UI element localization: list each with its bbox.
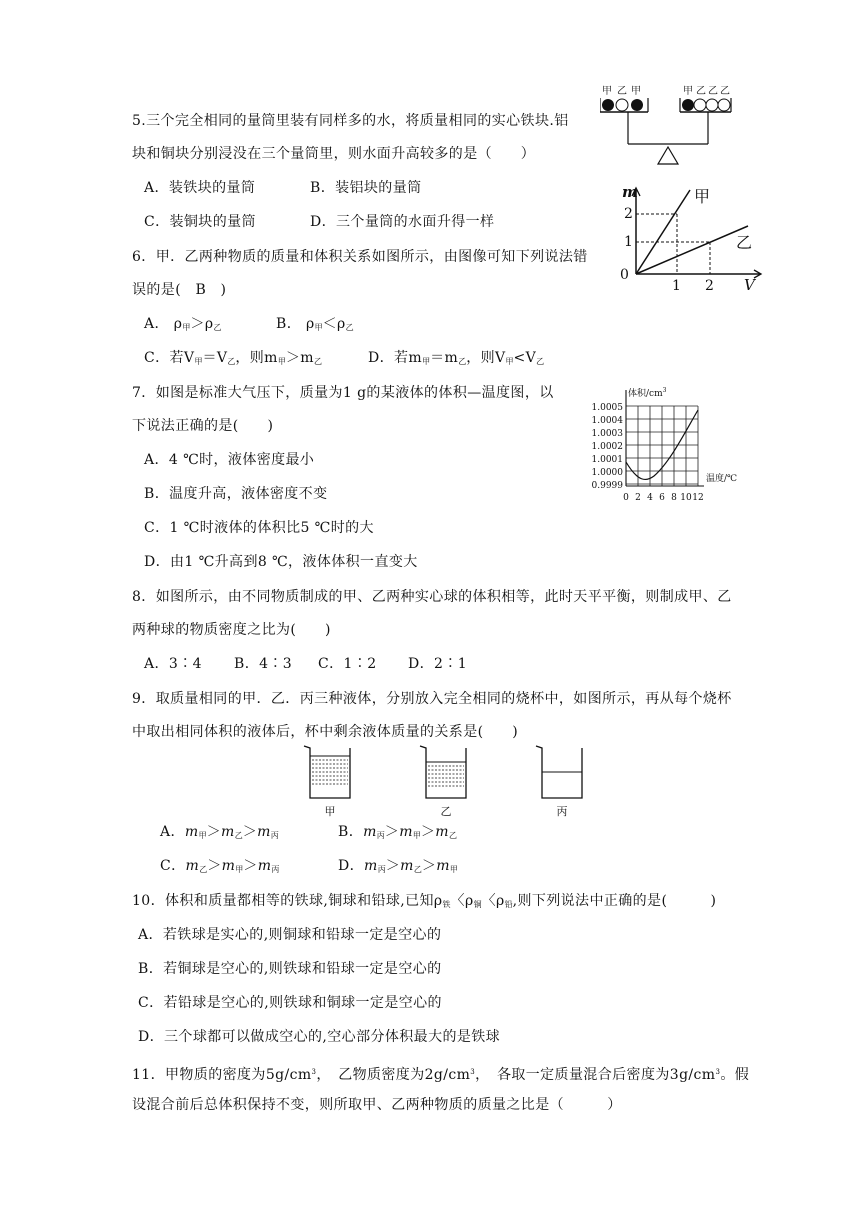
q6-option-d: D．若$m_甲=m_乙$，则$V_甲<V_乙$ [368, 350, 545, 366]
line-yi [636, 226, 748, 274]
q9-option-b: B．$m_丙>m_甲>m_乙$ [338, 824, 457, 840]
beaker-bing [536, 746, 582, 798]
q7-option-b: B．温度升高，液体密度不变 [144, 486, 328, 502]
q6-stem-line2: 误的是( B ) [132, 282, 227, 298]
ball-jia [682, 99, 694, 111]
q11-stem-line2: 设混合前后总体积保持不变，则所取甲、乙两种物质的质量之比是（ ） [132, 1097, 622, 1113]
q7-stem-line2: 下说法正确的是( ) [132, 418, 274, 434]
q8-option-d: D．2∶1 [408, 656, 468, 672]
q11-stem-line1: 11．甲物质的密度为$5g/cm^3$， 乙物质密度为$2g/cm^3$， 各取一定质量混合后密度为$3g/cm^3$。假 [132, 1067, 750, 1083]
y-tick-2: 2 [624, 206, 633, 222]
line-label-jia: 甲 [694, 187, 711, 206]
q10-option-a: A．若铁球是实心的,则铜球和铅球一定是空心的 [138, 927, 442, 943]
q8-stem-line1: 8．如图所示，由不同物质制成的甲、乙两种实心球的体积相等，此时天平平衡，则制成甲、乙 [132, 589, 732, 605]
q6-stem-line1: 6．甲．乙两种物质的质量和体积关系如图所示，由图像可知下列说法错 [132, 249, 588, 265]
vt-y-tick: 1.0001 [591, 455, 623, 465]
q7-stem-line1: 7．如图是标准大气压下，质量为1 g的某液体的体积—温度图，以 [132, 385, 554, 401]
balance-left-label-2: 乙 [617, 86, 627, 97]
q9-option-d: D．$m_丙>m_乙>m_甲$ [338, 858, 458, 874]
x-tick-1: 1 [672, 278, 681, 294]
q5-option-d: D．三个量筒的水面升得一样 [310, 214, 495, 230]
y-axis-label: m [622, 184, 638, 201]
vt-x-tick: 8 [671, 493, 677, 503]
q5-option-a: A．装铁块的量筒 [144, 180, 256, 196]
q10-option-d: D．三个球都可以做成空心的,空心部分体积最大的是铁球 [138, 1029, 501, 1045]
q10-option-c: C．若铅球是空心的,则铁球和铜球一定是空心的 [138, 995, 442, 1011]
ball-jia [631, 99, 643, 111]
vt-x-tick: 0 [623, 493, 629, 503]
q10-option-b: B．若铜球是空心的,则铁球和铅球一定是空心的 [138, 961, 442, 977]
right-pan [680, 98, 731, 112]
vt-y-tick: 1.0004 [591, 416, 623, 426]
vt-x-tick: 12 [692, 493, 704, 503]
ball-yi [616, 99, 628, 111]
q8-option-c: C．1∶2 [318, 656, 377, 672]
y-tick-1: 1 [624, 234, 633, 250]
q5-option-c: C．装铜块的量筒 [144, 214, 256, 230]
left-pan [600, 98, 648, 112]
vt-y-tick: 1.0002 [591, 442, 623, 452]
vt-grid [626, 406, 698, 486]
vt-x-tick: 6 [659, 493, 665, 503]
beaker-label-yi: 乙 [440, 805, 452, 818]
line-label-yi: 乙 [736, 233, 753, 252]
vt-x-tick: 10 [680, 493, 692, 503]
q8-option-b: B．4∶3 [234, 656, 293, 672]
x-axis-label: V [744, 276, 755, 294]
vt-y-tick: 1.0000 [591, 468, 623, 478]
balance-right-label-2: 乙 [696, 86, 706, 97]
ball-yi [694, 99, 706, 111]
vt-y-tick: 1.0005 [591, 403, 623, 413]
vt-y-tick: 1.0003 [591, 429, 623, 439]
q5-stem-line2: 块和铜块分别浸没在三个量筒里，则水面升高较多的是（ ） [132, 146, 536, 162]
balance-right-label-4: 乙 [720, 86, 730, 97]
x-tick-2: 2 [705, 278, 714, 294]
q5-stem-line1: 5.三个完全相同的量筒里装有同样多的水，将质量相同的实心铁块.铝 [132, 113, 569, 129]
q9-stem-line2: 中取出相同体积的液体后，杯中剩余液体质量的关系是( ) [132, 724, 519, 740]
beaker-yi [420, 746, 466, 798]
vt-y-tick: 0.9999 [591, 481, 623, 491]
balance-beam [628, 112, 708, 164]
q6-option-c: C．若$V_甲=V_乙$，则$m_甲>m_乙$ [144, 350, 322, 366]
q5-option-b: B．装铝块的量筒 [310, 180, 422, 196]
balance-right-label-3: 乙 [708, 86, 718, 97]
vt-x-title: 温度/℃ [706, 474, 738, 484]
q7-option-d: D．由1 ℃升高到8 ℃，液体体积一直变大 [144, 554, 418, 570]
q9-option-a: A．$m_甲>m_乙>m_丙$ [160, 824, 279, 840]
beaker-jia [304, 746, 350, 798]
beaker-label-bing: 丙 [556, 805, 568, 818]
beaker-label-jia: 甲 [324, 805, 336, 818]
mass-volume-graph [614, 184, 764, 296]
balance-left-label-3: 甲 [631, 86, 641, 97]
volume-temperature-graph [588, 384, 770, 508]
ball-jia [602, 99, 614, 111]
beakers-figure [296, 742, 596, 818]
vt-x-tick: 2 [635, 493, 641, 503]
balance-left-label-1: 甲 [602, 86, 612, 97]
balance-right-label-1: 甲 [683, 86, 693, 97]
line-jia [636, 190, 690, 274]
vt-y-title: 体积$/cm^3$ [628, 387, 667, 399]
vt-x-tick: 4 [647, 493, 653, 503]
q6-option-a: A． $\rho_甲>\rho_乙$ [144, 316, 222, 332]
q9-stem-line1: 9．取质量相同的甲．乙．丙三种液体，分别放入完全相同的烧杯中，如图所示，再从每个烧杯 [132, 691, 732, 707]
q9-option-c: C．$m_乙>m_甲>m_丙$ [160, 858, 280, 874]
q6-option-b: B． $\rho_甲<\rho_乙$ [276, 316, 354, 332]
ball-yi [718, 99, 730, 111]
origin-label: 0 [620, 267, 629, 283]
q7-option-c: C．1 ℃时液体的体积比5 ℃时的大 [144, 520, 374, 536]
q8-option-a: A．3∶4 [144, 656, 202, 672]
q10-stem: 10．体积和质量都相等的铁球,铜球和铅球,已知$\rho_铁$〈$\rho_铜$〈$\rho_铅$,则下列说法中正确的是( ) [132, 893, 717, 909]
balance-figure [600, 84, 740, 168]
q8-stem-line2: 两种球的物质密度之比为( ) [132, 622, 331, 638]
ball-yi [706, 99, 718, 111]
q7-option-a: A．4 ℃时，液体密度最小 [144, 452, 315, 468]
